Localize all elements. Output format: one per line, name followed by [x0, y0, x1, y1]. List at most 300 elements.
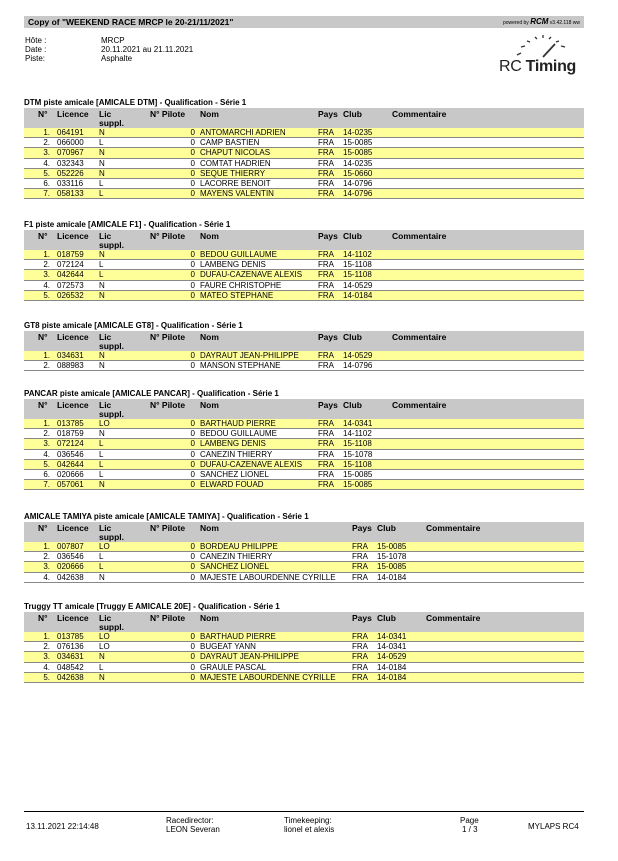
cell-pos: 4.	[43, 572, 50, 582]
col-header-pos: N°	[38, 400, 48, 410]
cell-nom: LACORRE BENOIT	[200, 178, 271, 188]
table-row	[24, 351, 584, 361]
cell-pos: 2.	[43, 138, 50, 148]
table-header	[24, 230, 584, 250]
cell-licence: 018759	[57, 429, 84, 439]
cell-pilote: 0	[190, 672, 195, 682]
cell-licence: 048542	[57, 662, 84, 672]
cell-licence: 026532	[57, 290, 84, 300]
table-row	[24, 419, 584, 429]
cell-pos: 6.	[43, 178, 50, 188]
section-title: AMICALE TAMIYA piste amicale [AMICALE TAMIYA] - Qualification - Série 1	[24, 512, 309, 521]
cell-licence: 070967	[57, 148, 84, 158]
cell-pays: FRA	[318, 168, 334, 178]
col-header-licence: Licence	[57, 231, 89, 241]
cell-lic: L	[99, 459, 104, 469]
cell-club: 15-1108	[343, 459, 372, 469]
results-section	[24, 602, 584, 683]
col-header-pays: Pays	[318, 231, 338, 241]
col-header-lic: Lic	[99, 109, 112, 119]
rc-timing-logo	[499, 33, 581, 77]
cell-club: 14-1102	[343, 429, 372, 439]
table-row	[24, 291, 584, 301]
cell-pilote: 0	[190, 138, 195, 148]
cell-club: 15-0085	[377, 562, 407, 572]
col-header-pays: Pays	[318, 109, 338, 119]
powered-by-label: powered by	[502, 20, 529, 26]
cell-pos: 2.	[43, 429, 50, 439]
cell-club: 14-0341	[377, 642, 407, 652]
logo-rc: RC	[499, 58, 522, 75]
table-row	[24, 260, 584, 270]
cell-pays: FRA	[318, 439, 334, 449]
results-section	[24, 220, 584, 301]
cell-pilote: 0	[190, 351, 195, 360]
cell-licence: 042638	[57, 572, 84, 582]
cell-licence: 088983	[57, 361, 84, 371]
cell-nom: MATEO STEPHANE	[200, 290, 274, 300]
meta-value: 20.11.2021 au 21.11.2021	[101, 45, 194, 54]
cell-licence: 020666	[57, 469, 84, 479]
cell-pilote: 0	[190, 439, 195, 449]
col-header-club: Club	[377, 613, 396, 623]
brand-sub: v3.42.118 ww	[549, 20, 580, 26]
cell-pilote: 0	[190, 148, 195, 158]
cell-pays: FRA	[352, 652, 368, 662]
racedirector-value: LEON Severan	[166, 825, 220, 834]
table-header	[24, 108, 584, 128]
cell-pos: 6.	[43, 469, 50, 479]
table-row	[24, 673, 584, 683]
col-header-suppl: suppl.	[99, 622, 125, 632]
table-header	[24, 612, 584, 632]
cell-lic: N	[99, 290, 105, 300]
table-row	[24, 169, 584, 179]
cell-lic: N	[99, 361, 105, 371]
col-header-club: Club	[343, 231, 362, 241]
stopwatch-icon	[511, 33, 571, 59]
cell-nom: DUFAU-CAZENAVE ALEXIS	[200, 459, 303, 469]
cell-lic: L	[99, 469, 104, 479]
cell-club: 15-1108	[343, 260, 372, 270]
cell-club: 15-1078	[343, 449, 373, 459]
cell-club: 14-0235	[343, 158, 373, 168]
cell-licence: 064191	[57, 128, 84, 137]
cell-pilote: 0	[190, 270, 195, 280]
cell-pos: 1.	[43, 632, 50, 641]
cell-lic: N	[99, 572, 105, 582]
col-header-commentaire: Commentaire	[392, 400, 447, 410]
results-section	[24, 321, 584, 371]
cell-pilote: 0	[190, 662, 195, 672]
col-header-commentaire: Commentaire	[392, 332, 447, 342]
cell-pilote: 0	[190, 128, 195, 137]
cell-pos: 5.	[43, 168, 50, 178]
col-header-pays: Pays	[318, 332, 338, 342]
cell-nom: CHAPUT NICOLAS	[200, 148, 271, 158]
col-header-pays: Pays	[352, 523, 372, 533]
col-header-suppl: suppl.	[99, 532, 125, 542]
col-header-licence: Licence	[57, 400, 89, 410]
cell-pays: FRA	[318, 469, 334, 479]
cell-lic: L	[99, 260, 104, 270]
table-row	[24, 128, 584, 138]
cell-lic: L	[99, 439, 104, 449]
cell-pays: FRA	[318, 270, 334, 280]
cell-licence: 057061	[57, 480, 84, 490]
cell-lic: N	[99, 652, 105, 662]
table-header	[24, 522, 584, 542]
cell-pilote: 0	[190, 469, 195, 479]
section-title: PANCAR piste amicale [AMICALE PANCAR] - Qualification - Série 1	[24, 389, 279, 398]
cell-pilote: 0	[190, 480, 195, 490]
cell-pays: FRA	[318, 449, 334, 459]
cell-licence: 072573	[57, 280, 84, 290]
cell-nom: MAJESTE LABOURDENNE CYRILLE	[200, 672, 336, 682]
report-title: Copy of "WEEKEND RACE MRCP le 20-21/11/2021"	[28, 17, 234, 27]
printed-timestamp: 13.11.2021 22:14:48	[26, 822, 99, 831]
cell-nom: MAJESTE LABOURDENNE CYRILLE	[200, 572, 336, 582]
col-header-licence: Licence	[57, 109, 89, 119]
timing-system: MYLAPS RC4	[528, 822, 579, 831]
cell-pilote: 0	[190, 189, 195, 199]
cell-nom: LAMBENG DENIS	[200, 260, 266, 270]
cell-pos: 7.	[43, 480, 50, 490]
cell-lic: LO	[99, 419, 110, 428]
cell-lic: N	[99, 672, 105, 682]
cell-club: 15-1078	[377, 552, 407, 562]
cell-pays: FRA	[318, 138, 334, 148]
cell-pilote: 0	[190, 168, 195, 178]
cell-pos: 5.	[43, 672, 50, 682]
col-header-commentaire: Commentaire	[392, 231, 447, 241]
cell-pilote: 0	[190, 449, 195, 459]
cell-club: 15-0085	[343, 469, 373, 479]
table-row	[24, 562, 584, 572]
cell-nom: SEQUE THIERRY	[200, 168, 266, 178]
table-row	[24, 663, 584, 673]
cell-pilote: 0	[190, 419, 195, 428]
cell-licence: 076136	[57, 642, 84, 652]
cell-pilote: 0	[190, 572, 195, 582]
cell-club: 15-0085	[377, 542, 407, 551]
meta-label: Date :	[25, 45, 47, 54]
col-header-pilote: N° Pilote	[150, 109, 186, 119]
cell-pays: FRA	[318, 480, 334, 490]
cell-pos: 3.	[43, 270, 50, 280]
table-row	[24, 450, 584, 460]
col-header-nom: Nom	[200, 231, 219, 241]
table-row	[24, 429, 584, 439]
cell-club: 14-0184	[377, 672, 407, 682]
cell-club: 15-1108	[343, 439, 372, 449]
cell-pos: 4.	[43, 158, 50, 168]
cell-nom: MAYENS VALENTIN	[200, 189, 274, 199]
cell-pilote: 0	[190, 632, 195, 641]
cell-pos: 5.	[43, 290, 50, 300]
cell-lic: L	[99, 189, 104, 199]
cell-nom: BEDOU GUILLAUME	[200, 250, 277, 259]
cell-pos: 1.	[43, 128, 50, 137]
col-header-club: Club	[343, 400, 362, 410]
meta-label: Piste:	[25, 54, 46, 63]
col-header-lic: Lic	[99, 231, 112, 241]
col-header-club: Club	[377, 523, 396, 533]
cell-lic: L	[99, 270, 104, 280]
cell-pays: FRA	[318, 290, 334, 300]
col-header-nom: Nom	[200, 400, 219, 410]
cell-lic: N	[99, 128, 105, 137]
cell-club: 14-1102	[343, 250, 372, 259]
cell-licence: 042638	[57, 672, 84, 682]
cell-pos: 4.	[43, 449, 50, 459]
col-header-pays: Pays	[318, 400, 338, 410]
cell-pos: 3.	[43, 439, 50, 449]
col-header-suppl: suppl.	[99, 118, 125, 128]
table-row	[24, 552, 584, 562]
table-row	[24, 281, 584, 291]
results-section	[24, 98, 584, 199]
col-header-suppl: suppl.	[99, 409, 125, 419]
cell-licence: 034631	[57, 652, 84, 662]
cell-pilote: 0	[190, 642, 195, 652]
cell-pays: FRA	[318, 419, 334, 428]
cell-lic: LO	[99, 642, 110, 652]
page-label: Page	[460, 816, 479, 825]
cell-nom: CANEZIN THIERRY	[200, 552, 273, 562]
col-header-commentaire: Commentaire	[426, 613, 481, 623]
section-title: GT8 piste amicale [AMICALE GT8] - Qualification - Série 1	[24, 321, 243, 330]
cell-pays: FRA	[352, 642, 368, 652]
cell-pilote: 0	[190, 280, 195, 290]
col-header-pilote: N° Pilote	[150, 231, 186, 241]
cell-licence: 052226	[57, 168, 84, 178]
logo-timing: Timing	[525, 58, 577, 75]
col-header-suppl: suppl.	[99, 341, 125, 351]
cell-nom: CANEZIN THIERRY	[200, 449, 273, 459]
cell-nom: SANCHEZ LIONEL	[200, 562, 269, 572]
cell-pays: FRA	[318, 351, 334, 360]
cell-club: 14-0184	[377, 662, 407, 672]
cell-licence: 036546	[57, 552, 84, 562]
cell-nom: DAYRAUT JEAN-PHILIPPE	[200, 351, 299, 360]
cell-pays: FRA	[318, 189, 334, 199]
cell-licence: 058133	[57, 189, 84, 199]
cell-pos: 1.	[43, 419, 50, 428]
table-row	[24, 189, 584, 199]
col-header-lic: Lic	[99, 523, 112, 533]
cell-lic: LO	[99, 542, 110, 551]
cell-licence: 072124	[57, 260, 84, 270]
table-row	[24, 270, 584, 280]
cell-nom: DAYRAUT JEAN-PHILIPPE	[200, 652, 299, 662]
cell-pilote: 0	[190, 459, 195, 469]
results-section	[24, 389, 584, 490]
cell-lic: L	[99, 662, 104, 672]
page-number: 1 / 3	[462, 825, 478, 834]
col-header-licence: Licence	[57, 613, 89, 623]
cell-lic: L	[99, 138, 104, 148]
cell-pays: FRA	[318, 148, 334, 158]
cell-club: 14-0341	[343, 419, 373, 428]
cell-pos: 2.	[43, 361, 50, 371]
cell-club: 15-0085	[343, 480, 373, 490]
cell-pilote: 0	[190, 178, 195, 188]
cell-club: 14-0796	[343, 189, 373, 199]
table-row	[24, 159, 584, 169]
cell-nom: BUGEAT YANN	[200, 642, 256, 652]
table-row	[24, 480, 584, 490]
col-header-pilote: N° Pilote	[150, 400, 186, 410]
col-header-commentaire: Commentaire	[392, 109, 447, 119]
cell-pos: 4.	[43, 280, 50, 290]
cell-lic: L	[99, 562, 104, 572]
cell-club: 14-0341	[377, 632, 407, 641]
page-footer	[24, 811, 584, 841]
col-header-nom: Nom	[200, 109, 219, 119]
cell-club: 15-0660	[343, 168, 373, 178]
col-header-pos: N°	[38, 523, 48, 533]
cell-licence: 033116	[57, 178, 84, 188]
cell-nom: COMTAT HADRIEN	[200, 158, 271, 168]
cell-pays: FRA	[318, 280, 334, 290]
cell-pos: 1.	[43, 351, 50, 360]
col-header-pilote: N° Pilote	[150, 613, 186, 623]
cell-pays: FRA	[352, 542, 368, 551]
event-meta	[25, 36, 193, 63]
cell-pilote: 0	[190, 158, 195, 168]
cell-licence: 020666	[57, 562, 84, 572]
table-row	[24, 470, 584, 480]
col-header-pos: N°	[38, 613, 48, 623]
col-header-nom: Nom	[200, 613, 219, 623]
report-title-bar	[24, 16, 584, 28]
col-header-pos: N°	[38, 109, 48, 119]
cell-pays: FRA	[318, 250, 334, 259]
col-header-pilote: N° Pilote	[150, 332, 186, 342]
cell-nom: BEDOU GUILLAUME	[200, 429, 277, 439]
cell-nom: GRAULE PASCAL	[200, 662, 267, 672]
cell-pays: FRA	[352, 662, 368, 672]
cell-nom: BARTHAUD PIERRE	[200, 419, 276, 428]
cell-pilote: 0	[190, 562, 195, 572]
cell-pilote: 0	[190, 652, 195, 662]
cell-licence: 013785	[57, 632, 84, 641]
cell-pos: 1.	[43, 250, 50, 259]
col-header-pays: Pays	[352, 613, 372, 623]
meta-label: Hôte :	[25, 36, 47, 45]
cell-lic: N	[99, 158, 105, 168]
section-title: Truggy TT amicale [Truggy E AMICALE 20E] - Qualification - Série 1	[24, 602, 280, 611]
table-row	[24, 148, 584, 158]
cell-pos: 3.	[43, 652, 50, 662]
col-header-licence: Licence	[57, 523, 89, 533]
cell-pilote: 0	[190, 361, 195, 371]
cell-nom: BORDEAU PHILIPPE	[200, 542, 278, 551]
cell-pays: FRA	[352, 672, 368, 682]
cell-licence: 018759	[57, 250, 84, 259]
col-header-pos: N°	[38, 231, 48, 241]
table-row	[24, 460, 584, 470]
col-header-club: Club	[343, 109, 362, 119]
cell-pays: FRA	[318, 459, 334, 469]
meta-value: MRCP	[101, 36, 125, 45]
cell-club: 14-0529	[377, 652, 407, 662]
cell-lic: N	[99, 480, 105, 490]
cell-pilote: 0	[190, 552, 195, 562]
cell-licence: 032343	[57, 158, 84, 168]
powered-by	[503, 17, 580, 26]
racedirector-label: Racedirector:	[166, 816, 214, 825]
cell-pos: 3.	[43, 148, 50, 158]
cell-licence: 042644	[57, 270, 84, 280]
table-header	[24, 331, 584, 351]
col-header-licence: Licence	[57, 332, 89, 342]
cell-pilote: 0	[190, 290, 195, 300]
table-row	[24, 573, 584, 583]
meta-value: Asphalte	[101, 54, 133, 63]
cell-pos: 2.	[43, 260, 50, 270]
table-row	[24, 250, 584, 260]
cell-club: 15-1108	[343, 270, 372, 280]
logo-text	[499, 58, 576, 76]
col-header-club: Club	[343, 332, 362, 342]
col-header-lic: Lic	[99, 613, 112, 623]
cell-licence: 007807	[57, 542, 84, 551]
table-row	[24, 632, 584, 642]
cell-pays: FRA	[318, 158, 334, 168]
cell-nom: ELWARD FOUAD	[200, 480, 264, 490]
cell-club: 14-0796	[343, 361, 373, 371]
cell-licence: 072124	[57, 439, 84, 449]
cell-nom: SANCHEZ LIONEL	[200, 469, 269, 479]
table-row	[24, 138, 584, 148]
table-row	[24, 652, 584, 662]
cell-club: 14-0796	[343, 178, 373, 188]
cell-club: 15-0085	[343, 138, 373, 148]
cell-nom: CAMP BASTIEN	[200, 138, 260, 148]
cell-pays: FRA	[318, 260, 334, 270]
col-header-nom: Nom	[200, 332, 219, 342]
cell-lic: N	[99, 351, 105, 360]
cell-lic: N	[99, 168, 105, 178]
cell-licence: 036546	[57, 449, 84, 459]
cell-lic: N	[99, 429, 105, 439]
col-header-nom: Nom	[200, 523, 219, 533]
cell-licence: 034631	[57, 351, 84, 360]
cell-pays: FRA	[318, 128, 334, 137]
cell-nom: DUFAU-CAZENAVE ALEXIS	[200, 270, 303, 280]
cell-club: 14-0184	[377, 572, 407, 582]
cell-pilote: 0	[190, 250, 195, 259]
cell-licence: 013785	[57, 419, 84, 428]
brand-name: RCM	[530, 17, 549, 26]
cell-nom: LAMBENG DENIS	[200, 439, 266, 449]
cell-licence: 066000	[57, 138, 84, 148]
cell-pilote: 0	[190, 542, 195, 551]
cell-licence: 042644	[57, 459, 84, 469]
cell-club: 14-0184	[343, 290, 373, 300]
cell-club: 14-0235	[343, 128, 373, 137]
col-header-pos: N°	[38, 332, 48, 342]
results-section	[24, 512, 584, 583]
cell-lic: LO	[99, 632, 110, 641]
table-row	[24, 361, 584, 371]
cell-pilote: 0	[190, 429, 195, 439]
cell-lic: L	[99, 449, 104, 459]
cell-pilote: 0	[190, 260, 195, 270]
cell-club: 15-0085	[343, 148, 373, 158]
